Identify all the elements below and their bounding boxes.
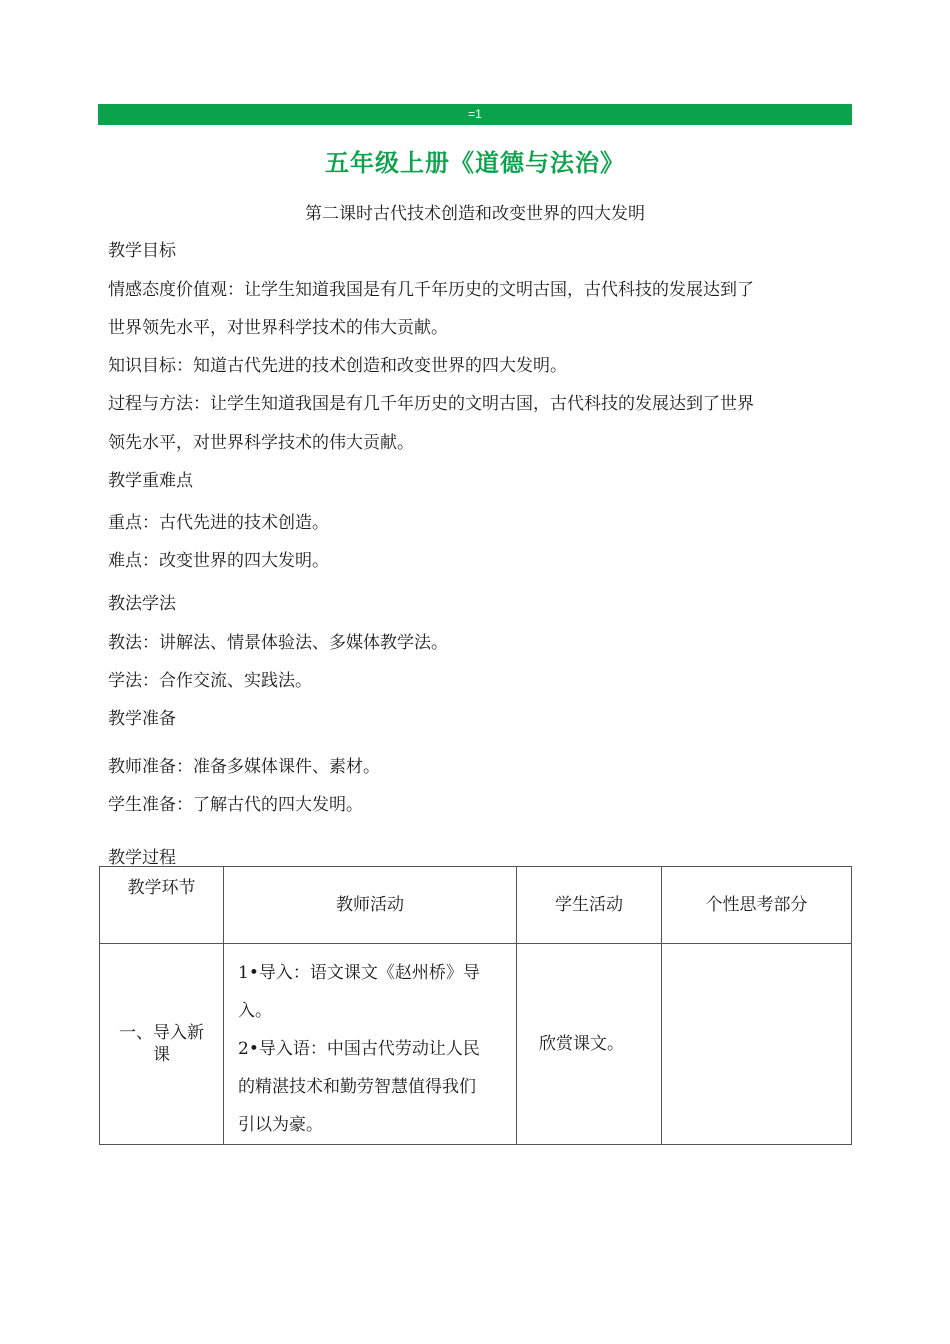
column-header-teacher: 教师活动 (224, 867, 517, 944)
teacher-activity-line: 1•导入：语文课文《赵州桥》导 (238, 963, 480, 983)
section-heading-process: 教学过程 (108, 848, 176, 868)
lesson-subtitle: 第二课时古代技术创造和改变世界的四大发明 (305, 204, 645, 224)
table-header-row (100, 867, 852, 944)
column-header-thoughts: 个性思考部分 (662, 867, 852, 944)
paragraph-line: 教师准备：准备多媒体课件、素材。 (108, 757, 380, 777)
teacher-activity-line: 的精湛技术和勤劳智慧值得我们 (238, 1077, 476, 1097)
paragraph-line: 学法：合作交流、实践法。 (108, 671, 312, 691)
teacher-activity-line: 引以为豪。 (238, 1115, 323, 1135)
cell-thoughts (662, 944, 852, 1145)
table-row (100, 944, 852, 1145)
column-header-stage: 教学环节 (100, 867, 224, 944)
document-title: 五年级上册《道德与法治》 (325, 149, 625, 177)
paragraph-line: 知识目标：知道古代先进的技术创造和改变世界的四大发明。 (108, 356, 567, 376)
cell-teacher-activity (224, 944, 517, 1145)
paragraph-line: 领先水平，对世界科学技术的伟大贡献。 (108, 433, 414, 453)
cell-stage: 一、导入新课 (100, 944, 224, 1145)
section-heading-preparation: 教学准备 (108, 709, 176, 729)
paragraph-line: 世界领先水平，对世界科学技术的伟大贡献。 (108, 318, 448, 338)
cell-student-activity: 欣赏课文。 (517, 944, 662, 1145)
paragraph-line: 重点：古代先进的技术创造。 (108, 513, 329, 533)
teacher-activity-line: 入。 (238, 1001, 272, 1021)
paragraph-line: 学生准备：了解古代的四大发明。 (108, 795, 363, 815)
paragraph-line: 教法：讲解法、情景体验法、多媒体教学法。 (108, 633, 448, 653)
paragraph-line: 难点：改变世界的四大发明。 (108, 551, 329, 571)
lesson-process-table (99, 866, 852, 1145)
paragraph-line: 过程与方法：让学生知道我国是有几千年历史的文明古国，古代科技的发展达到了世界 (108, 394, 754, 414)
section-heading-objectives: 教学目标 (108, 241, 176, 261)
section-heading-key-points: 教学重难点 (108, 471, 193, 491)
paragraph-line: 情感态度价值观：让学生知道我国是有几千年历史的文明古国，古代科技的发展达到了 (108, 280, 754, 300)
header-banner: =1 (98, 104, 852, 125)
teacher-activity-line: 2•导入语：中国古代劳动让人民 (238, 1039, 480, 1059)
column-header-student: 学生活动 (517, 867, 662, 944)
section-heading-methods: 教法学法 (108, 594, 176, 614)
